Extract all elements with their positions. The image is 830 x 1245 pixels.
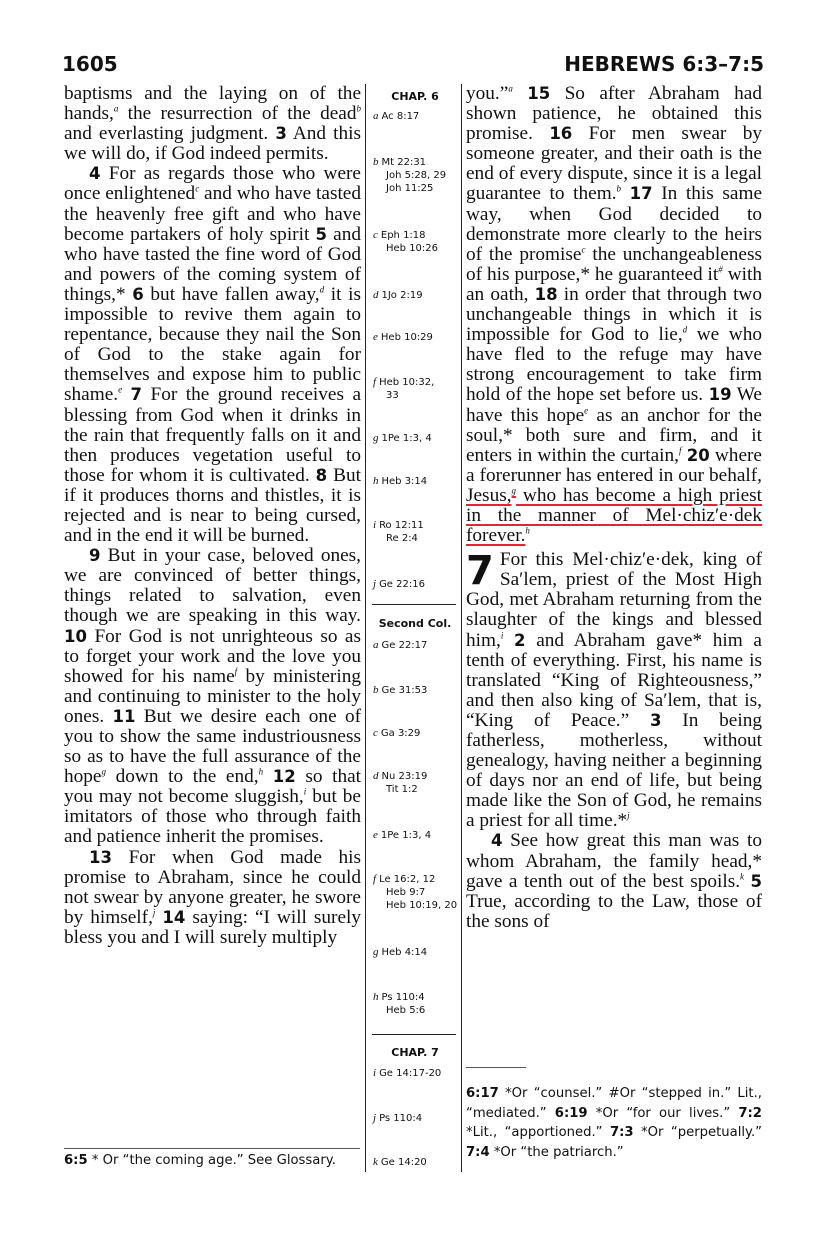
verse-number: 4 [491, 831, 503, 851]
ref-marker: h [525, 525, 530, 536]
ref-marker: b [616, 184, 622, 195]
page-number: 1605 [62, 52, 118, 76]
cross-reference [373, 578, 458, 591]
footnote-ref: 7:2 [738, 1105, 762, 1121]
cross-reference [373, 156, 458, 195]
ref-citation: Heb 4:14 [381, 947, 428, 958]
ref-citation: Mt 22:31 [381, 157, 427, 168]
ref-letter: b [373, 156, 379, 168]
verse-number: 19 [708, 385, 732, 405]
ref-marker: # [718, 264, 723, 275]
verse-number: 4 [89, 164, 101, 184]
verse-number: 15 [527, 84, 551, 103]
cross-reference [373, 639, 458, 652]
cross-reference [373, 873, 458, 912]
ref-marker: i [303, 786, 307, 797]
paragraph: 4 See how great this man was to whom Abraham, the family head,* gave a tenth out of the best spoils.$^k$ 5 True, according to the Law, those of the sons of [466, 830, 762, 932]
ref-citation: 33 [386, 390, 399, 401]
paragraph: 4 For as regards those who were once enlightened$^c$ and who have tasted the heavenly free gift and who have become partakers of holy spirit 5 and who have tasted the fine word of God and powers of the coming system of things,* 6 but have fallen away,$^d$ it is impossible to revive them again to repentance, because they nail the Son of God to the stake again for themselves and expose him to public shame.$^e$ 7 For the ground receives a blessing from God when it drinks in the rain that frequently falls on it and then produces vegetation useful to those for whom it is cultivated. 8 But if it produces thorns and thistles, it is rejected and is near to being cursed, and in the end it will be burned. [64, 163, 362, 547]
chapter-7-opening: 7 For this Mel·chizʹe·dek, king of Saʹlem, priest of the Most High God, met Abraham returning from the slaughter of the kings and blessed him,$^i$ 2 and Abraham gave* him a tenth of everything. First, his name is translated “King of Righteousness,” and then also king of Saʹlem, that is, “King of Peace.” 3 In being fatherless, motherless, without genealogy, having neither a beginning of days nor an end of life, but being made like the Son of God, he remains a priest for all time.*$^j$ [466, 548, 762, 832]
verse-number: 3 [649, 710, 662, 730]
right-text-column [466, 84, 762, 932]
ref-divider [372, 1034, 456, 1035]
verse-number: 12 [272, 767, 296, 787]
verse-number: 18 [534, 284, 558, 304]
highlighted-text: Jesus, [466, 484, 512, 506]
ref-section-heading: CHAP. 6 [391, 90, 439, 103]
ref-letter: f [373, 873, 377, 885]
ref-letter: d [373, 770, 379, 782]
ref-marker: d [319, 284, 325, 295]
cross-reference [373, 229, 458, 255]
ref-marker: e [584, 405, 589, 416]
verse-number: 2 [514, 630, 526, 650]
highlighted-text: who has become a high priest in the manner of Mel·chizʹe·dek forever. [466, 484, 762, 547]
ref-citation: 1Jo 2:19 [381, 290, 423, 301]
paragraph: you.”$^a$ 15 So after Abraham had shown patience, he obtained this promise. 16 For men swear by someone greater, and their oath is the end of every dispute, since it is a legal guarantee to them.$^b$ 17 In this same way, when God decided to demonstrate more clearly to the heirs of the promise$^c$ the unchangeableness of his purpose,* he guaranteed it# with an oath, 18 in order that through two unchangeable things in which it is impossible for God to lie,$^d$ we who have fled to the refuge may have strong encouragement to take firm hold of the hope set before us. 19 We have this hope$^e$ as an anchor for the soul,* both sure and firm, and it enters in within the curtain,$^f$ 20 where a forerunner has entered in our behalf, Jesus,$^g$ who has become a high priest in the manner of Mel·chizʹe·dek forever.$^h$ [466, 83, 763, 547]
ref-section-heading: CHAP. 7 [391, 1046, 439, 1059]
ref-marker: h [258, 766, 264, 777]
footnote-ref: 7:4 [466, 1144, 490, 1160]
ref-citation: Heb 10:19, 20 [386, 900, 458, 911]
ref-marker: f [234, 666, 238, 677]
ref-letter: j [373, 578, 377, 590]
footnote-ref: 6:5 [64, 1153, 88, 1168]
ref-marker: g [511, 485, 517, 496]
ref-citation: Heb 9:7 [386, 887, 426, 898]
ref-letter: i [373, 1067, 377, 1079]
paragraph: baptisms and the laying on of the hands,$^a$ the resurrection of the dead$^b$ and everlasting judgment. 3 And this we will do, if God indeed permits. [64, 83, 361, 165]
ref-citation: Heb 10:26 [386, 243, 439, 254]
ref-citation: 1Pe 1:3, 4 [380, 830, 432, 841]
ref-letter: g [373, 432, 379, 444]
ref-citation: Tit 1:2 [386, 784, 418, 795]
cross-reference [373, 1067, 458, 1080]
ref-letter: a [373, 110, 379, 122]
ref-letter: i [373, 519, 377, 531]
verse-number: 16 [549, 124, 573, 144]
ref-citation: Le 16:2, 12 [379, 874, 436, 885]
footnote-rule [466, 1067, 526, 1068]
ref-citation: Ro 12:11 [379, 520, 424, 531]
running-head: HEBREWS 6:3–7:5 [564, 52, 764, 76]
footnote-left: 6:5 * Or “the coming age.” See Glossary. [64, 1153, 336, 1168]
verse-number: 11 [112, 706, 136, 726]
verse-number: 5 [750, 871, 762, 891]
ref-divider [372, 604, 456, 605]
ref-marker: b [356, 103, 361, 114]
ref-letter: e [373, 331, 378, 343]
footnote-ref: 6:17 [466, 1086, 499, 1101]
footnote-ref: 6:19 [554, 1105, 588, 1121]
ref-marker: c [581, 244, 586, 255]
ref-section-heading: Second Col. [378, 617, 452, 630]
ref-citation: Joh 11:25 [386, 183, 434, 194]
footnote-ref: 7:3 [609, 1125, 634, 1141]
ref-letter: g [373, 946, 379, 958]
verse-number: 14 [162, 907, 186, 927]
ref-marker: g [101, 766, 106, 777]
ref-marker: i [500, 630, 504, 641]
ref-citation: Ps 110:4 [379, 1113, 423, 1124]
ref-marker: f [679, 445, 682, 456]
ref-citation: Ge 14:17-20 [379, 1068, 442, 1079]
ref-marker: k [740, 871, 745, 882]
cross-reference [373, 331, 458, 344]
ref-citation: Ps 110:4 [381, 992, 425, 1003]
ref-citation: Ac 8:17 [381, 111, 420, 122]
cross-reference [373, 829, 458, 842]
cross-reference [373, 432, 458, 445]
ref-letter: k [373, 1156, 378, 1168]
verse-number: 5 [315, 224, 327, 244]
ref-letter: h [373, 991, 379, 1003]
verse-number: 17 [629, 184, 653, 204]
verse-number: 8 [315, 465, 328, 485]
ref-citation: Heb 5:6 [386, 1005, 426, 1016]
cross-reference [373, 1156, 458, 1169]
ref-letter: f [373, 376, 377, 388]
ref-citation: Joh 5:28, 29 [386, 170, 447, 181]
column-divider [461, 84, 462, 1172]
ref-letter: j [373, 1112, 377, 1124]
cross-reference [373, 1112, 458, 1125]
ref-citation: Ge 22:17 [381, 640, 428, 651]
ref-citation: Ge 14:20 [380, 1157, 427, 1168]
cross-reference [373, 289, 458, 302]
cross-reference [373, 376, 458, 402]
footnote-right: 6:17 *Or “counsel.” #Or “stepped in.” Lit., “mediated.” 6:19 *Or “for our lives.” 7:2 *Lit., “apportioned.” 7:3 *Or “perpetually.” 7:4 *Or “the patriarch.” [466, 1086, 762, 1160]
verse-number: 13 [89, 847, 112, 867]
column-divider [365, 84, 366, 1172]
ref-letter: e [373, 829, 378, 841]
ref-marker: j [627, 810, 630, 821]
chapter-number: 7 [466, 548, 494, 595]
cross-reference [373, 991, 458, 1017]
ref-marker: j [152, 907, 156, 918]
paragraph: 13 For when God made his promise to Abraham, since he could not swear by anyone greater, he swore by himself,$^j$ 14 saying: “I will surely bless you and I will surely multiply [64, 846, 361, 948]
ref-letter: b [373, 684, 379, 696]
verse-number: 3 [275, 124, 287, 144]
ref-citation: Ge 31:53 [381, 685, 428, 696]
ref-citation: Heb 10:32, [379, 377, 435, 388]
cross-reference [373, 727, 458, 740]
cross-reference [373, 770, 458, 796]
cross-reference [373, 475, 458, 488]
ref-marker: e [118, 384, 123, 395]
verse-number: 6 [132, 284, 144, 304]
ref-citation: Heb 3:14 [381, 476, 428, 487]
ref-citation: Re 2:4 [386, 533, 418, 544]
ref-citation: Eph 1:18 [380, 230, 426, 241]
ref-citation: Nu 23:19 [381, 771, 428, 782]
verse-number: 7 [130, 385, 143, 405]
ref-letter: c [373, 727, 378, 739]
verse-number: 20 [686, 445, 710, 465]
ref-citation: 1Pe 1:3, 4 [381, 433, 432, 444]
verse-number: 10 [64, 626, 87, 646]
cross-reference [373, 684, 458, 697]
ref-marker: a [508, 83, 513, 94]
verse-number: 9 [89, 546, 101, 566]
ref-marker: c [195, 184, 200, 195]
ref-citation: Ge 22:16 [379, 579, 425, 590]
cross-reference [373, 946, 458, 959]
left-text-column [64, 84, 361, 948]
ref-letter: c [373, 229, 378, 241]
cross-reference [373, 519, 458, 545]
ref-citation: Ga 3:29 [380, 728, 421, 739]
footnote-rule [64, 1148, 360, 1149]
ref-marker: a [113, 103, 119, 114]
cross-reference [373, 110, 458, 123]
ref-letter: d [373, 289, 379, 301]
ref-letter: h [373, 475, 379, 487]
ref-marker: d [682, 324, 688, 335]
ref-letter: a [373, 639, 379, 651]
paragraph: 9 But in your case, beloved ones, we are convinced of better things, things related to salvation, even though we are speaking in this way. 10 For God is not unrighteous so as to forget your work and the love you showed for his name$^f$ by ministering and continuing to minister to the holy ones. 11 But we desire each one of you to show the same industriousness so as to have the full assurance of the hope$^g$ down to the end,$^h$ 12 so that you may not become sluggish,$^i$ but be imitators of those who through faith and patience inherit the promises. [64, 545, 362, 848]
ref-citation: Heb 10:29 [380, 332, 433, 343]
